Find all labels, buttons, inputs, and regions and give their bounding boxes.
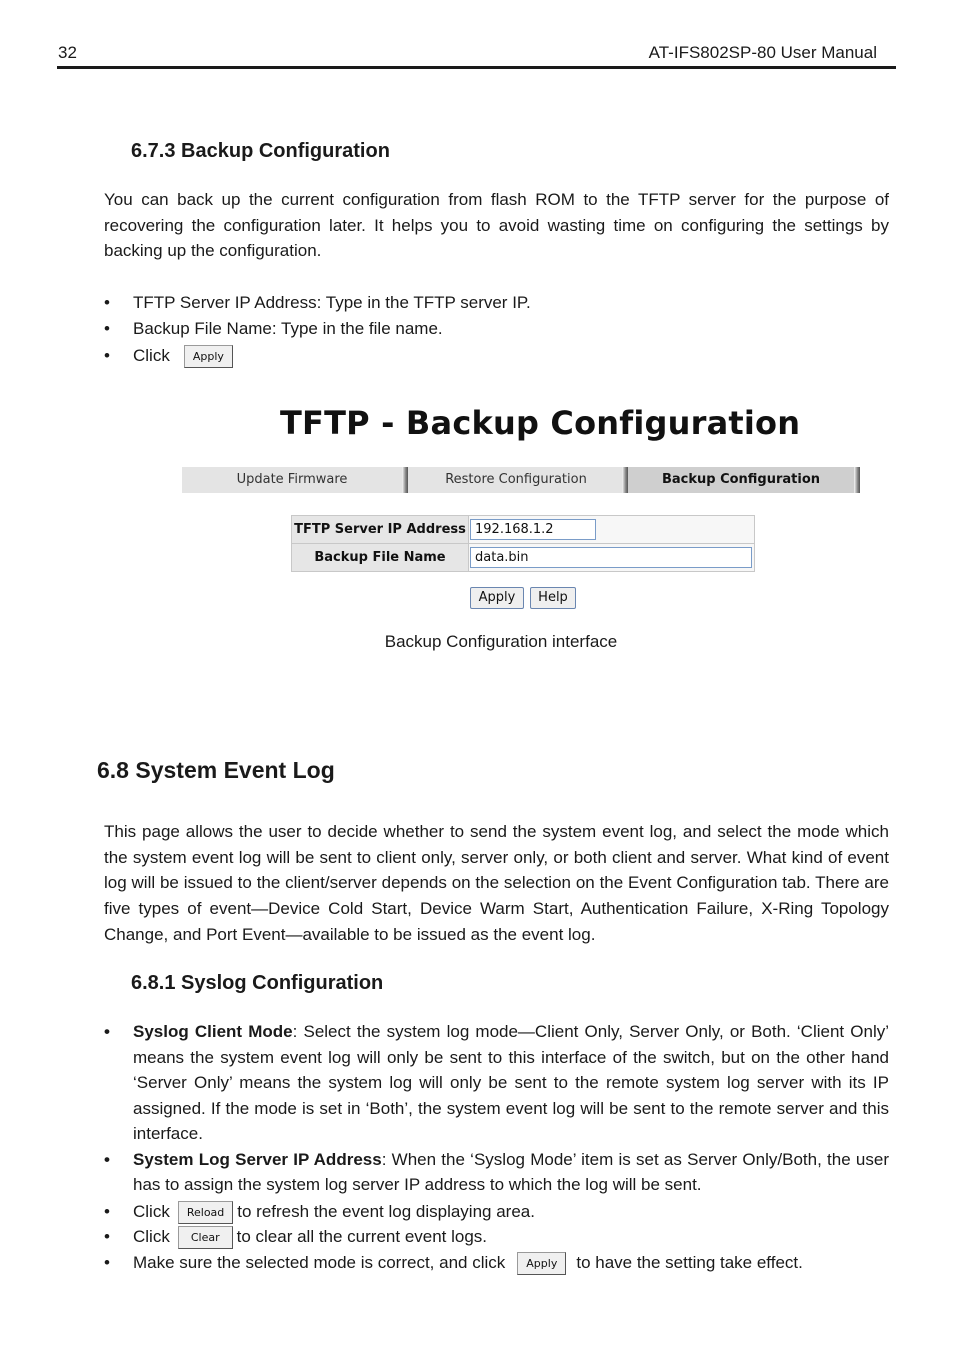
tab-bar — [182, 467, 860, 493]
section-heading-backup-config: 6.7.3 Backup Configuration — [131, 140, 390, 162]
list-item: • Syslog Client Mode: Select the system log mode—Client Only, Server Only, or Both. ‘Client Only’ means the system event log will only be sent to this interface of the switch, but on the other hand ‘Server Only’ means the system log will only be sent to the remote system log server with its IP assigned. If the mode is set in ‘Both’, the system event log will be sent to the remote server and this interface. — [104, 1022, 890, 1143]
file-label: Backup File Name — [292, 544, 469, 571]
tab-backup-configuration[interactable]: Backup Configuration — [628, 467, 854, 493]
tab-restore-configuration[interactable]: Restore Configuration — [445, 472, 587, 487]
backup-file-input[interactable]: data.bin — [470, 547, 752, 568]
event-log-paragraph: This page allows the user to decide whether to send the system event log, and select the mode which the system event log will be sent to client only, server only, or both client and server. What kind of event log will be issued to the client/server depends on the selection on the Event Configuration tab. There are five types of event—Device Cold Start, Device Warm Start, Authentication Failure, X-Ring Topology Change, and Port Event—available to be issued as the event log. — [104, 822, 889, 944]
backup-bullet-list — [104, 290, 889, 369]
list-item: • Make sure the selected mode is correct, and click Apply to have the setting take effect. — [104, 1250, 889, 1276]
file-row — [292, 544, 754, 571]
backup-form — [291, 515, 755, 572]
tftp-ip-input[interactable]: 192.168.1.2 — [470, 519, 596, 540]
section-heading-syslog-config: 6.8.1 Syslog Configuration — [131, 972, 384, 994]
manual-title: AT-IFS802SP-80 User Manual — [648, 43, 877, 62]
list-item: • Click Reload to refresh the event log displaying area. — [104, 1199, 889, 1225]
apply-button-image: Apply — [517, 1252, 566, 1275]
syslog-bullet-list — [104, 1019, 889, 1275]
clear-button-image: Clear — [178, 1226, 233, 1249]
list-item: • Click Clear to clear all the current event logs. — [104, 1224, 889, 1250]
tab-separator — [854, 467, 860, 493]
list-item: • System Log Server IP Address: When the ‘Syslog Mode’ item is set as Server Only/Both, the user has to assign the system log server IP address to which the log will be sent. — [104, 1149, 889, 1194]
figure-caption: Backup Configuration interface — [384, 632, 618, 651]
backup-intro-paragraph: You can back up the current configuration from flash ROM to the TFTP server for the purpose of recovering the configuration later. It helps you to avoid wasting time on configuring the settings by backing up the configuration. — [104, 190, 889, 261]
ip-label: TFTP Server IP Address — [292, 516, 469, 543]
apply-button[interactable]: Apply — [470, 587, 524, 609]
help-button[interactable]: Help — [530, 587, 576, 609]
tab-update-firmware[interactable]: Update Firmware — [236, 472, 348, 487]
apply-button-image: Apply — [184, 345, 233, 368]
tftp-page-title: TFTP - Backup Configuration — [280, 404, 801, 442]
list-item: • TFTP Server IP Address: Type in the TFTP server IP. — [104, 293, 531, 312]
list-item: • Click Apply — [104, 343, 889, 369]
page-number: 32 — [58, 43, 77, 62]
header-rule — [57, 66, 896, 69]
section-heading-system-event-log: 6.8 System Event Log — [97, 757, 335, 783]
reload-button-image: Reload — [178, 1201, 233, 1224]
ip-row — [292, 516, 754, 544]
list-item: • Backup File Name: Type in the file name. — [104, 318, 443, 338]
